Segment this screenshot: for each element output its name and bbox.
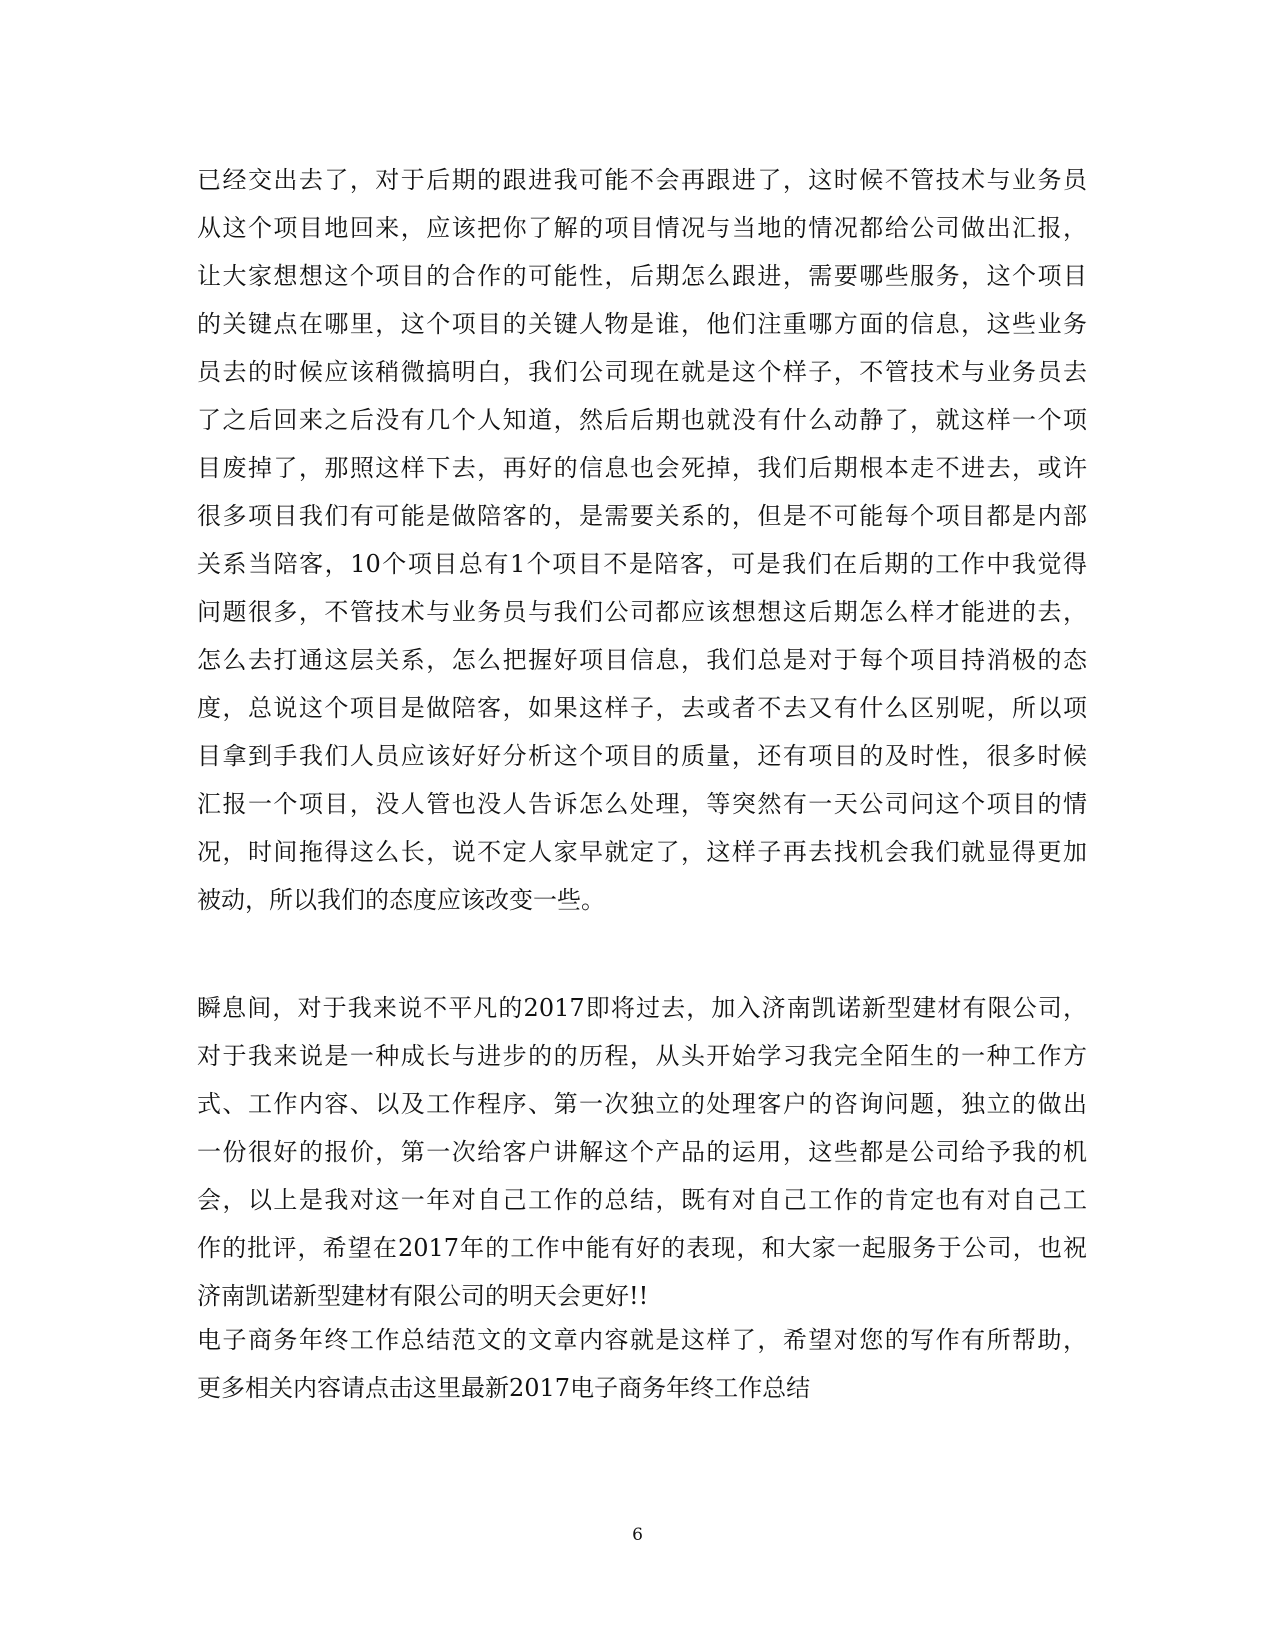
text-line: 目废掉了，那照这样下去，再好的信息也会死掉，我们后期根本走不进去，或许 [197,454,1087,482]
text-line: 让大家想想这个项目的合作的可能性，后期怎么跟进，需要哪些服务，这个项目 [197,262,1087,290]
text-line: 关系当陪客，10个项目总有1个项目不是陪客，可是我们在后期的工作中我觉得 [197,550,1087,578]
text-line: 度，总说这个项目是做陪客，如果这样子，去或者不去又有什么区别呢，所以项 [197,694,1087,722]
text-line: 瞬息间，对于我来说不平凡的2017即将过去，加入济南凯诺新型建材有限公司， [197,994,1087,1022]
paragraph-closing-note [197,1316,1087,1412]
text-line: 被动，所以我们的态度应该改变一些。 [197,886,605,914]
text-line: 济南凯诺新型建材有限公司的明天会更好!! [197,1282,649,1310]
text-line: 已经交出去了，对于后期的跟进我可能不会再跟进了，这时候不管技术与业务员 [197,166,1087,194]
text-line: 式、工作内容、以及工作程序、第一次独立的处理客户的咨询问题，独立的做出 [197,1090,1087,1118]
text-line: 很多项目我们有可能是做陪客的，是需要关系的，但是不可能每个项目都是内部 [197,502,1087,530]
page-number: 6 [632,1525,643,1545]
text-line: 怎么去打通这层关系，怎么把握好项目信息，我们总是对于每个项目持消极的态 [197,646,1087,674]
text-line: 作的批评，希望在2017年的工作中能有好的表现，和大家一起服务于公司，也祝 [197,1234,1087,1262]
text-line: 会，以上是我对这一年对自己工作的总结，既有对自己工作的肯定也有对自己工 [197,1186,1087,1214]
paragraph-project-followup [197,156,1087,924]
text-line: 况，时间拖得这么长，说不定人家早就定了，这样子再去找机会我们就显得更加 [197,838,1087,866]
text-line: 的关键点在哪里，这个项目的关键人物是谁，他们注重哪方面的信息，这些业务 [197,310,1087,338]
text-line: 一份很好的报价，第一次给客户讲解这个产品的运用，这些都是公司给予我的机 [197,1138,1087,1166]
text-line: 问题很多，不管技术与业务员与我们公司都应该想想这后期怎么样才能进的去， [197,598,1087,626]
text-line: 对于我来说是一种成长与进步的的历程，从头开始学习我完全陌生的一种工作方 [197,1042,1087,1070]
text-line: 电子商务年终工作总结范文的文章内容就是这样了，希望对您的写作有所帮助， [197,1326,1087,1354]
paragraph-year-summary [197,984,1087,1320]
text-line: 汇报一个项目，没人管也没人告诉怎么处理，等突然有一天公司问这个项目的情 [197,790,1087,818]
text-line: 从这个项目地回来，应该把你了解的项目情况与当地的情况都给公司做出汇报， [197,214,1087,242]
text-line: 目拿到手我们人员应该好好分析这个项目的质量，还有项目的及时性，很多时候 [197,742,1087,770]
text-line: 了之后回来之后没有几个人知道，然后后期也就没有什么动静了，就这样一个项 [197,406,1087,434]
text-line: 更多相关内容请点击这里最新2017电子商务年终工作总结 [197,1374,811,1402]
text-line: 员去的时候应该稍微搞明白，我们公司现在就是这个样子，不管技术与业务员去 [197,358,1087,386]
